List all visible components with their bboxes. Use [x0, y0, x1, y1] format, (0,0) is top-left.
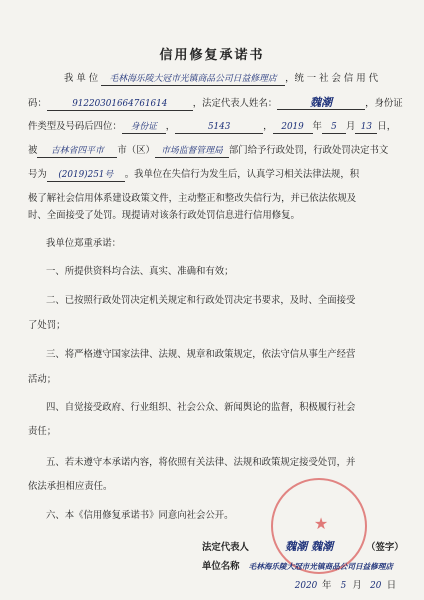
sign-day: 20	[370, 581, 382, 591]
signature-date	[290, 577, 396, 591]
rep-label: 法定代表人	[202, 542, 249, 553]
commitment-item-6: 六、本《信用修复承诺书》同意向社会公开。	[46, 510, 234, 521]
text: 。我单位在失信行为发生后，认真学习相关法律法规，积	[124, 169, 360, 180]
text: 件类型及号码后四位：	[28, 121, 122, 132]
signature-row-unit	[202, 558, 399, 572]
department: 市场监督管理局	[155, 145, 229, 158]
rep-signature: 魏潮 魏潮	[285, 540, 334, 553]
id-last-four: 5143	[175, 121, 263, 134]
legal-representative: 魏潮	[277, 97, 365, 110]
text: 月	[345, 121, 356, 132]
sign-note: （签字）	[366, 542, 404, 553]
text: 年	[312, 121, 322, 132]
signature-row-rep	[202, 538, 404, 554]
text: 被	[28, 145, 38, 156]
text: 码：	[28, 98, 47, 109]
company-name: 毛林海乐陵大冠市光镇商品公司日益修理店	[101, 73, 285, 86]
paragraph-line-3	[28, 121, 398, 134]
commitment-item-4: 四、自觉接受政府、行业组织、社会公众、新闻舆论的监督，积极履行社会	[46, 402, 356, 413]
date-day: 13	[355, 121, 377, 134]
document-title: 信用修复承诺书	[159, 48, 265, 63]
commitment-item-5: 五、若未遵守本承诺内容，将依照有关法律、法规和政策规定接受处罚，并	[46, 457, 356, 468]
commitment-item-2: 二、已按照行政处罚决定机关规定和行政处罚决定书要求，及时、全面接受	[46, 295, 356, 306]
sign-month: 5	[340, 581, 347, 591]
paragraph-line-7: 时、全面接受了处罚。现提请对该条行政处罚信息进行信用修复。	[28, 210, 300, 221]
id-type: 身份证	[122, 121, 166, 134]
text: 年	[322, 580, 332, 591]
text: 月	[352, 580, 362, 591]
paragraph-line-5	[28, 169, 398, 182]
commitment-item-3-cont: 活动；	[28, 374, 57, 385]
text: ，	[263, 121, 273, 132]
date-month: 5	[322, 121, 346, 134]
text: ，	[165, 121, 176, 132]
paragraph-line-2	[28, 96, 403, 111]
paragraph-line-4	[28, 145, 398, 158]
date-year: 2019	[273, 121, 313, 134]
text: ，法定代表人姓名：	[192, 98, 278, 109]
text: 日，	[377, 121, 397, 132]
text: 市（区）	[117, 145, 155, 156]
decision-number: (2019)251号	[47, 169, 125, 182]
credit-code: 91220301664761614	[47, 98, 193, 111]
commitment-item-4-cont: 责任；	[28, 426, 57, 437]
commitment-intro: 我单位郑重承诺：	[46, 238, 122, 249]
unit-label: 单位名称	[202, 561, 240, 572]
text: 我 单 位	[64, 73, 99, 84]
paragraph-line-1	[64, 73, 398, 86]
text: ，身份证	[365, 98, 403, 109]
text: 日	[386, 580, 397, 591]
text: 号为	[28, 169, 47, 180]
text: 部门给予行政处罚，行政处罚决定书文	[228, 145, 389, 156]
region: 吉林省四平市	[37, 145, 117, 158]
paragraph-line-6: 极了解社会信用体系建设政策文件，主动整正和整改失信行为，并已依法依规及	[28, 193, 357, 204]
sign-year: 2020	[294, 581, 318, 591]
commitment-item-1: 一、所提供资料均合法、真实、准确和有效；	[46, 266, 234, 277]
unit-signature: 毛林海乐陵大冠市光镇商品公司日益修理店	[248, 562, 393, 571]
commitment-item-3: 三、将严格遵守国家法律、法规、规章和政策规定，依法守信从事生产经营	[46, 349, 356, 360]
text: ，统 一 社 会 信 用 代	[285, 73, 378, 84]
seal-star-icon: ★	[313, 514, 329, 533]
commitment-item-5-cont: 依法承担相应责任。	[28, 481, 113, 492]
commitment-item-2-cont: 了处罚；	[28, 320, 66, 331]
